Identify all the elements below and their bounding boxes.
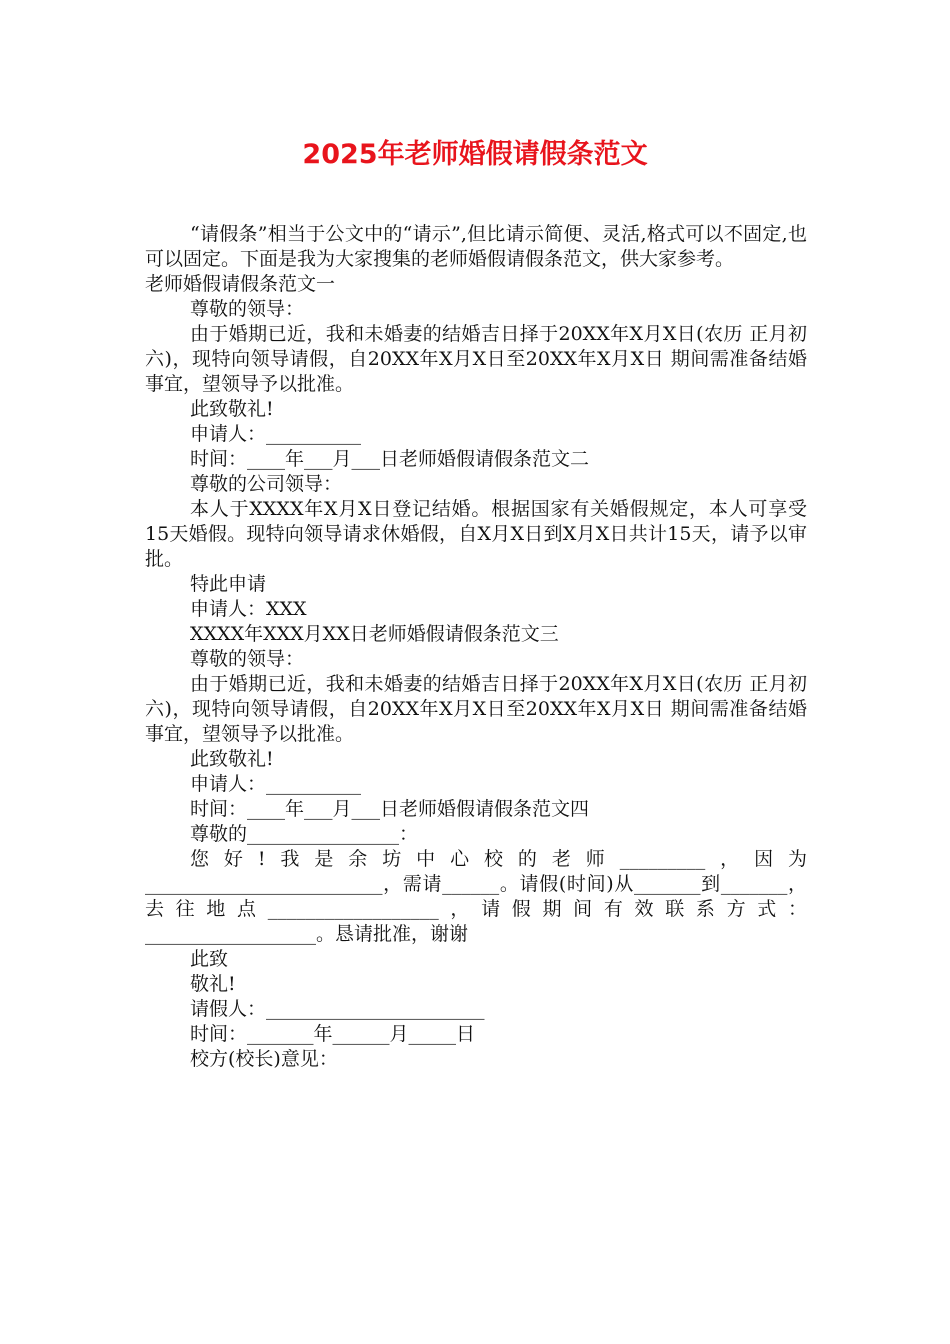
sample2-applicant: 申请人：XXX — [190, 598, 307, 620]
sample3-body: 由于婚期已近，我和未婚妻的结婚吉日择于20XX年X月X日(农历 正月初六)，现特向领导请假，自20XX年X月X日至20XX年X月X日 期间需准备结婚事宜，望领导予以批准。 — [145, 673, 807, 745]
sample2-closing: 特此申请 — [190, 573, 267, 595]
sample4-school-opinion: 校方(校长)意见： — [190, 1048, 338, 1070]
sample4-closing-1: 此致 — [190, 948, 229, 970]
sample4-applicant: 请假人：_______________________ — [190, 998, 485, 1020]
sample1-closing: 此致敬礼! — [190, 398, 274, 420]
sample3-salutation: 尊敬的领导： — [190, 648, 305, 670]
sample4-salutation: 尊敬的________________： — [190, 823, 419, 845]
intro-paragraph: “请假条”相当于公文中的“请示”,但比请示简便、灵活,格式可以不固定,也可以固定。下面是我为大家搜集的老师婚假请假条范文，供大家参考。 — [145, 223, 807, 270]
sample4-time: 时间：_______年______月_____日 — [190, 1023, 476, 1045]
sample2-date-line: XXXX年XXX月XX日老师婚假请假条范文三 — [190, 623, 559, 645]
sample2-salutation: 尊敬的公司领导： — [190, 473, 343, 495]
sample1-salutation: 尊敬的领导： — [190, 298, 305, 320]
sample2-body: 本人于XXXX年X月X日登记结婚。根据国家有关婚假规定，本人可享受15天婚假。现特向领导请求休婚假，自X月X日到X月X日共计15天，请予以审批。 — [145, 498, 807, 570]
sample4-body: 您好!我是余坊中心校的老师_________，因为_________________________，需请______。请假(时间)从_______到_______，去往地点__________________，请假期间有效联系方式：__________________。恳请批准，谢谢 — [145, 848, 807, 945]
sample1-heading: 老师婚假请假条范文一 — [145, 273, 336, 295]
sample1-body: 由于婚期已近，我和未婚妻的结婚吉日择于20XX年X月X日(农历 正月初六)，现特向领导请假，自20XX年X月X日至20XX年X月X日 期间需准备结婚事宜，望领导予以批准。 — [145, 323, 807, 395]
sample4-closing-2: 敬礼! — [190, 973, 236, 995]
sample3-time-line: 时间：____年___月___日老师婚假请假条范文四 — [190, 798, 590, 820]
document-body — [145, 222, 807, 1072]
sample3-closing: 此致敬礼! — [190, 748, 274, 770]
sample1-time-line: 时间：____年___月___日老师婚假请假条范文二 — [190, 448, 590, 470]
sample3-applicant: 申请人：__________ — [190, 773, 362, 795]
sample1-applicant: 申请人：__________ — [190, 423, 362, 445]
document-title: 2025年老师婚假请假条范文 — [302, 139, 648, 170]
